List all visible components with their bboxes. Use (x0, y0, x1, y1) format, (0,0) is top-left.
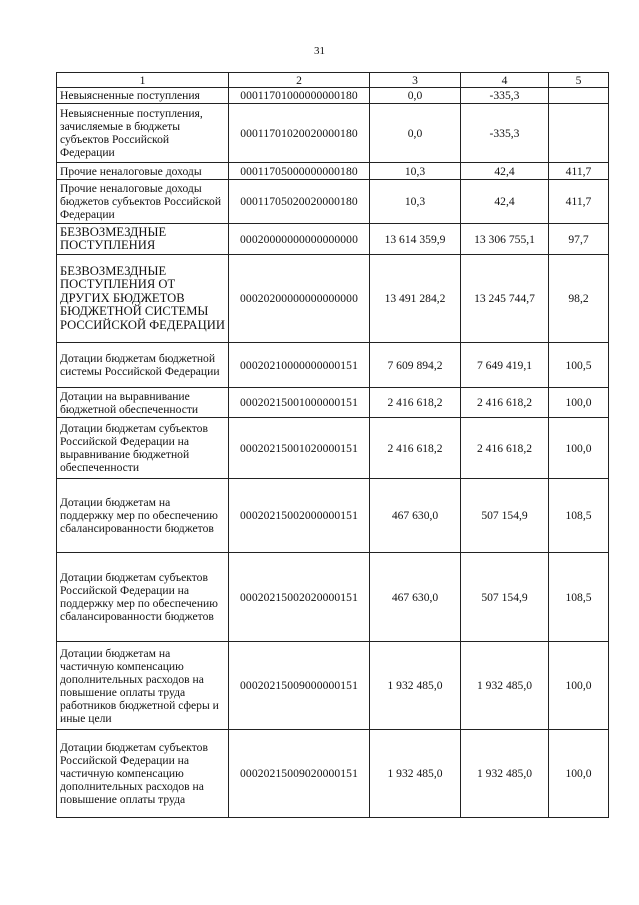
row-value-col5: 411,7 (549, 180, 609, 224)
row-value-col5: 97,7 (549, 224, 609, 255)
row-name-cell: Дотации бюджетам на поддержку мер по обеспечению сбалансированности бюджетов (57, 479, 229, 553)
row-value-col4: 13 306 755,1 (461, 224, 549, 255)
row-value-col3: 0,0 (370, 88, 461, 104)
row-code-cell: 00020215009020000151 (229, 730, 370, 818)
row-value-col4: 13 245 744,7 (461, 255, 549, 343)
row-value-col4: -335,3 (461, 88, 549, 104)
header-row (57, 73, 609, 88)
row-code-cell: 00020215002020000151 (229, 553, 370, 642)
row-value-col5 (549, 104, 609, 163)
row-name-cell: Дотации бюджетам субъектов Российской Федерации на выравнивание бюджетной обеспеченности (57, 418, 229, 479)
row-value-col3: 1 932 485,0 (370, 642, 461, 730)
row-name-cell: Невыясненные поступления, зачисляемые в бюджеты субъектов Российской Федерации (57, 104, 229, 163)
table-row (57, 180, 609, 224)
row-value-col3: 0,0 (370, 104, 461, 163)
column-header-4: 4 (461, 73, 549, 88)
row-name-cell: Дотации бюджетам субъектов Российской Федерации на частичную компенсацию дополнительных расходов на повышение оплаты труда (57, 730, 229, 818)
row-value-col4: 507 154,9 (461, 479, 549, 553)
row-value-col5: 411,7 (549, 163, 609, 180)
row-code-cell: 00011701000000000180 (229, 88, 370, 104)
row-value-col5 (549, 88, 609, 104)
row-name-cell: Дотации бюджетам бюджетной системы Российской Федерации (57, 343, 229, 388)
row-value-col3: 467 630,0 (370, 479, 461, 553)
row-value-col3: 10,3 (370, 180, 461, 224)
row-value-col4: 1 932 485,0 (461, 642, 549, 730)
row-name-cell: Дотации бюджетам субъектов Российской Федерации на поддержку мер по обеспечению сбалансированности бюджетов (57, 553, 229, 642)
row-code-cell: 00020215009000000151 (229, 642, 370, 730)
row-code-cell: 00020215001020000151 (229, 418, 370, 479)
row-name-cell: БЕЗВОЗМЕЗДНЫЕ ПОСТУПЛЕНИЯ (57, 224, 229, 255)
column-header-3: 3 (370, 73, 461, 88)
row-value-col4: 507 154,9 (461, 553, 549, 642)
row-code-cell: 00011705020020000180 (229, 180, 370, 224)
row-value-col3: 467 630,0 (370, 553, 461, 642)
table-row (57, 224, 609, 255)
table-row (57, 255, 609, 343)
row-code-cell: 00020215001000000151 (229, 388, 370, 418)
row-code-cell: 00011705000000000180 (229, 163, 370, 180)
row-value-col5: 108,5 (549, 553, 609, 642)
row-value-col5: 100,0 (549, 418, 609, 479)
row-code-cell: 00011701020020000180 (229, 104, 370, 163)
row-value-col3: 13 614 359,9 (370, 224, 461, 255)
row-name-cell: Невыясненные поступления (57, 88, 229, 104)
row-code-cell: 00020000000000000000 (229, 224, 370, 255)
row-code-cell: 00020210000000000151 (229, 343, 370, 388)
row-value-col3: 1 932 485,0 (370, 730, 461, 818)
row-value-col4: 2 416 618,2 (461, 418, 549, 479)
table-row (57, 388, 609, 418)
row-value-col5: 100,0 (549, 730, 609, 818)
table-row (57, 343, 609, 388)
row-name-cell: Прочие неналоговые доходы (57, 163, 229, 180)
table-row (57, 642, 609, 730)
column-header-5: 5 (549, 73, 609, 88)
row-name-cell: Дотации бюджетам на частичную компенсацию дополнительных расходов на повышение оплаты труда работников бюджетной сферы и иные цели (57, 642, 229, 730)
budget-table (56, 72, 609, 818)
table-row (57, 553, 609, 642)
row-code-cell: 00020200000000000000 (229, 255, 370, 343)
row-name-cell: Дотации на выравнивание бюджетной обеспеченности (57, 388, 229, 418)
table-row (57, 104, 609, 163)
table-row (57, 88, 609, 104)
row-value-col5: 108,5 (549, 479, 609, 553)
row-value-col5: 98,2 (549, 255, 609, 343)
row-name-cell: Прочие неналоговые доходы бюджетов субъектов Российской Федерации (57, 180, 229, 224)
row-value-col5: 100,5 (549, 343, 609, 388)
row-value-col4: 42,4 (461, 163, 549, 180)
row-value-col3: 13 491 284,2 (370, 255, 461, 343)
column-header-1: 1 (57, 73, 229, 88)
row-value-col4: 2 416 618,2 (461, 388, 549, 418)
row-value-col5: 100,0 (549, 642, 609, 730)
row-value-col5: 100,0 (549, 388, 609, 418)
row-value-col3: 7 609 894,2 (370, 343, 461, 388)
page-number: 31 (314, 45, 325, 57)
row-value-col3: 2 416 618,2 (370, 418, 461, 479)
row-value-col4: 1 932 485,0 (461, 730, 549, 818)
table-row (57, 479, 609, 553)
row-name-cell: БЕЗВОЗМЕЗДНЫЕ ПОСТУПЛЕНИЯ ОТ ДРУГИХ БЮДЖЕТОВ БЮДЖЕТНОЙ СИСТЕМЫ РОССИЙСКОЙ ФЕДЕРАЦИИ (57, 255, 229, 343)
column-header-2: 2 (229, 73, 370, 88)
table-row (57, 730, 609, 818)
row-value-col4: 42,4 (461, 180, 549, 224)
table-row (57, 163, 609, 180)
row-value-col3: 2 416 618,2 (370, 388, 461, 418)
row-value-col4: -335,3 (461, 104, 549, 163)
table-row (57, 418, 609, 479)
row-value-col3: 10,3 (370, 163, 461, 180)
row-value-col4: 7 649 419,1 (461, 343, 549, 388)
row-code-cell: 00020215002000000151 (229, 479, 370, 553)
